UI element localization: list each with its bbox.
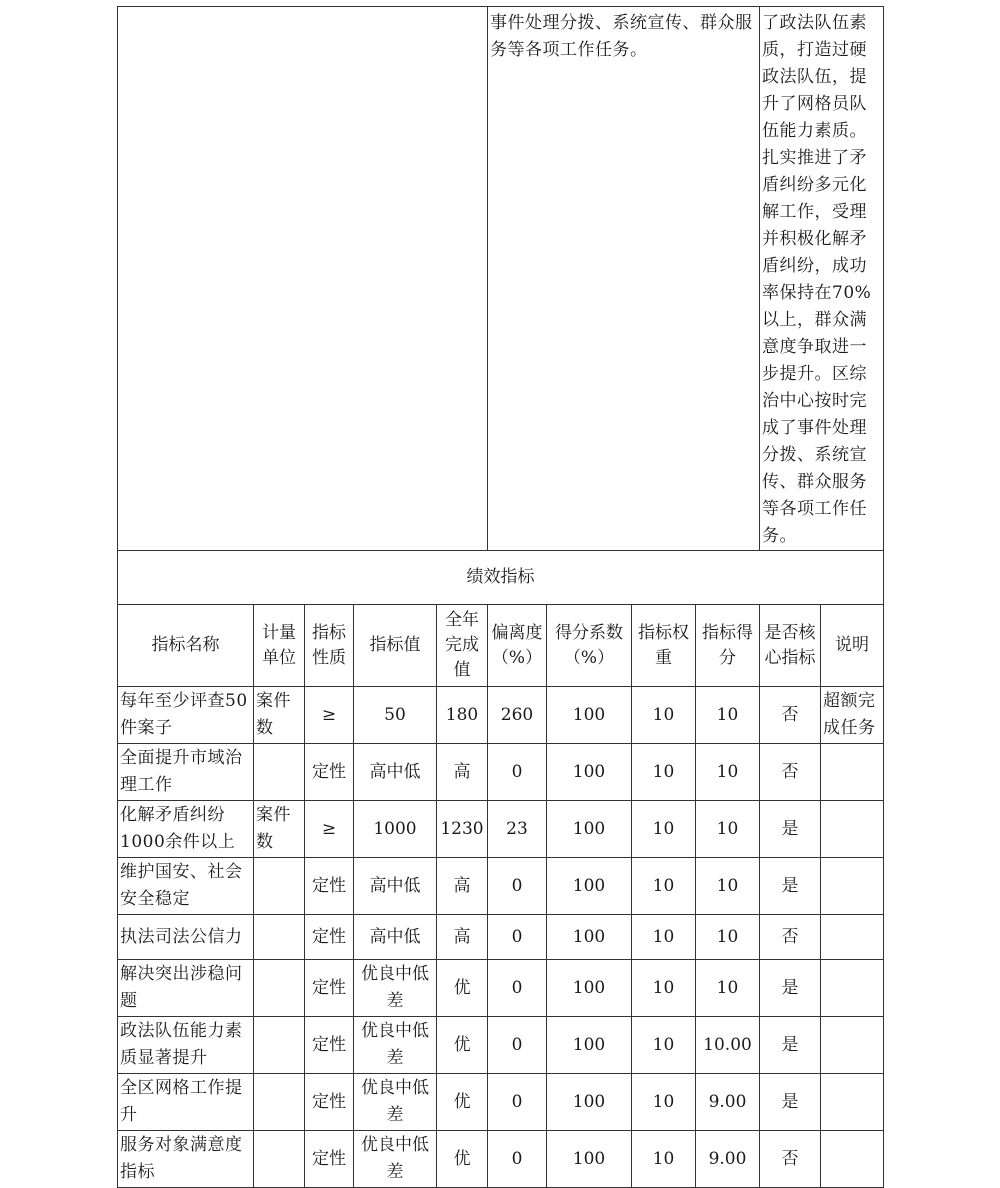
cell-deviation: 0 bbox=[488, 1131, 547, 1188]
cell-value: 优良中低差 bbox=[354, 960, 437, 1017]
cell-weight: 10 bbox=[632, 1074, 696, 1131]
cell-weight: 10 bbox=[632, 744, 696, 801]
cell-name: 每年至少评查50件案子 bbox=[118, 687, 254, 744]
cell-value: 优良中低差 bbox=[354, 1074, 437, 1131]
cell-deviation: 0 bbox=[488, 960, 547, 1017]
cell-value: 高中低 bbox=[354, 744, 437, 801]
cell-coefficient: 100 bbox=[547, 1074, 632, 1131]
cell-weight: 10 bbox=[632, 1131, 696, 1188]
cell-weight: 10 bbox=[632, 1017, 696, 1074]
cell-name: 执法司法公信力 bbox=[118, 915, 254, 960]
table-row bbox=[118, 801, 884, 858]
cell-weight: 10 bbox=[632, 858, 696, 915]
cell-score: 9.00 bbox=[696, 1131, 760, 1188]
table-row bbox=[118, 744, 884, 801]
header-name: 指标名称 bbox=[118, 605, 254, 687]
cell-deviation: 0 bbox=[488, 744, 547, 801]
cell-unit bbox=[254, 1017, 305, 1074]
cell-weight: 10 bbox=[632, 801, 696, 858]
cell-unit bbox=[254, 1074, 305, 1131]
top-text-row bbox=[118, 7, 884, 551]
cell-deviation: 0 bbox=[488, 1074, 547, 1131]
middle-text-cell: 事件处理分拨、系统宣传、群众服务等各项工作任务。 bbox=[488, 7, 760, 551]
cell-score: 9.00 bbox=[696, 1074, 760, 1131]
cell-nature: 定性 bbox=[305, 1074, 354, 1131]
cell-note bbox=[821, 744, 884, 801]
cell-unit bbox=[254, 1131, 305, 1188]
cell-unit bbox=[254, 915, 305, 960]
cell-score: 10 bbox=[696, 744, 760, 801]
header-core: 是否核心指标 bbox=[760, 605, 821, 687]
table-row bbox=[118, 1017, 884, 1074]
cell-deviation: 0 bbox=[488, 915, 547, 960]
cell-name: 化解矛盾纠纷1000余件以上 bbox=[118, 801, 254, 858]
cell-completed: 高 bbox=[437, 744, 488, 801]
cell-nature: 定性 bbox=[305, 858, 354, 915]
cell-weight: 10 bbox=[632, 687, 696, 744]
cell-unit: 案件数 bbox=[254, 801, 305, 858]
cell-completed: 优 bbox=[437, 1074, 488, 1131]
cell-note bbox=[821, 915, 884, 960]
cell-note bbox=[821, 858, 884, 915]
cell-note bbox=[821, 1074, 884, 1131]
cell-core: 否 bbox=[760, 1131, 821, 1188]
cell-name: 全区网格工作提升 bbox=[118, 1074, 254, 1131]
cell-core: 是 bbox=[760, 801, 821, 858]
cell-nature: 定性 bbox=[305, 1017, 354, 1074]
cell-coefficient: 100 bbox=[547, 1131, 632, 1188]
cell-nature: ≥ bbox=[305, 801, 354, 858]
cell-score: 10.00 bbox=[696, 1017, 760, 1074]
blank-cell bbox=[118, 7, 488, 551]
cell-core: 否 bbox=[760, 915, 821, 960]
cell-name: 全面提升市域治理工作 bbox=[118, 744, 254, 801]
cell-coefficient: 100 bbox=[547, 858, 632, 915]
cell-score: 10 bbox=[696, 858, 760, 915]
cell-coefficient: 100 bbox=[547, 744, 632, 801]
cell-coefficient: 100 bbox=[547, 687, 632, 744]
cell-score: 10 bbox=[696, 801, 760, 858]
cell-note bbox=[821, 960, 884, 1017]
cell-deviation: 0 bbox=[488, 858, 547, 915]
cell-core: 是 bbox=[760, 858, 821, 915]
table-row bbox=[118, 1074, 884, 1131]
cell-nature: 定性 bbox=[305, 1131, 354, 1188]
header-value: 指标值 bbox=[354, 605, 437, 687]
cell-completed: 优 bbox=[437, 1131, 488, 1188]
cell-nature: 定性 bbox=[305, 915, 354, 960]
header-weight: 指标权重 bbox=[632, 605, 696, 687]
cell-coefficient: 100 bbox=[547, 960, 632, 1017]
cell-completed: 180 bbox=[437, 687, 488, 744]
cell-deviation: 23 bbox=[488, 801, 547, 858]
header-completed: 全年完成值 bbox=[437, 605, 488, 687]
cell-name: 解决突出涉稳问题 bbox=[118, 960, 254, 1017]
cell-coefficient: 100 bbox=[547, 1017, 632, 1074]
cell-coefficient: 100 bbox=[547, 801, 632, 858]
table-row bbox=[118, 960, 884, 1017]
cell-deviation: 260 bbox=[488, 687, 547, 744]
section-title: 绩效指标 bbox=[118, 551, 884, 605]
right-text-cell: 了政法队伍素质，打造过硬政法队伍，提升了网格员队伍能力素质。扎实推进了矛盾纠纷多元化解工作，受理并积极化解矛盾纠纷，成功率保持在70%以上，群众满意度争取进一步提升。区综治中心按时完成了事件处理分拨、系统宣传、群众服务等各项工作任务。 bbox=[760, 7, 884, 551]
cell-note: 超额完成任务 bbox=[821, 687, 884, 744]
cell-coefficient: 100 bbox=[547, 915, 632, 960]
cell-name: 政法队伍能力素质显著提升 bbox=[118, 1017, 254, 1074]
cell-core: 否 bbox=[760, 744, 821, 801]
cell-value: 高中低 bbox=[354, 858, 437, 915]
cell-nature: 定性 bbox=[305, 744, 354, 801]
cell-score: 10 bbox=[696, 960, 760, 1017]
performance-table bbox=[117, 6, 884, 1188]
cell-unit bbox=[254, 858, 305, 915]
table-row bbox=[118, 915, 884, 960]
cell-note bbox=[821, 1131, 884, 1188]
cell-value: 优良中低差 bbox=[354, 1017, 437, 1074]
cell-core: 是 bbox=[760, 1017, 821, 1074]
table-row bbox=[118, 1131, 884, 1188]
cell-core: 是 bbox=[760, 960, 821, 1017]
cell-name: 维护国安、社会安全稳定 bbox=[118, 858, 254, 915]
header-unit: 计量单位 bbox=[254, 605, 305, 687]
cell-completed: 1230 bbox=[437, 801, 488, 858]
cell-score: 10 bbox=[696, 915, 760, 960]
cell-value: 高中低 bbox=[354, 915, 437, 960]
cell-weight: 10 bbox=[632, 960, 696, 1017]
header-nature: 指标性质 bbox=[305, 605, 354, 687]
cell-completed: 优 bbox=[437, 1017, 488, 1074]
cell-score: 10 bbox=[696, 687, 760, 744]
cell-value: 50 bbox=[354, 687, 437, 744]
cell-value: 1000 bbox=[354, 801, 437, 858]
header-note: 说明 bbox=[821, 605, 884, 687]
header-score: 指标得分 bbox=[696, 605, 760, 687]
cell-unit: 案件数 bbox=[254, 687, 305, 744]
cell-note bbox=[821, 1017, 884, 1074]
cell-completed: 优 bbox=[437, 960, 488, 1017]
table-row bbox=[118, 858, 884, 915]
cell-core: 否 bbox=[760, 687, 821, 744]
cell-nature: 定性 bbox=[305, 960, 354, 1017]
cell-name: 服务对象满意度指标 bbox=[118, 1131, 254, 1188]
cell-note bbox=[821, 801, 884, 858]
table-row bbox=[118, 687, 884, 744]
cell-unit bbox=[254, 744, 305, 801]
header-deviation: 偏离度（%） bbox=[488, 605, 547, 687]
cell-weight: 10 bbox=[632, 915, 696, 960]
header-row bbox=[118, 605, 884, 687]
cell-unit bbox=[254, 960, 305, 1017]
section-title-row bbox=[118, 551, 884, 605]
cell-core: 是 bbox=[760, 1074, 821, 1131]
cell-completed: 高 bbox=[437, 915, 488, 960]
cell-value: 优良中低差 bbox=[354, 1131, 437, 1188]
cell-deviation: 0 bbox=[488, 1017, 547, 1074]
cell-nature: ≥ bbox=[305, 687, 354, 744]
cell-completed: 高 bbox=[437, 858, 488, 915]
header-coefficient: 得分系数（%） bbox=[547, 605, 632, 687]
